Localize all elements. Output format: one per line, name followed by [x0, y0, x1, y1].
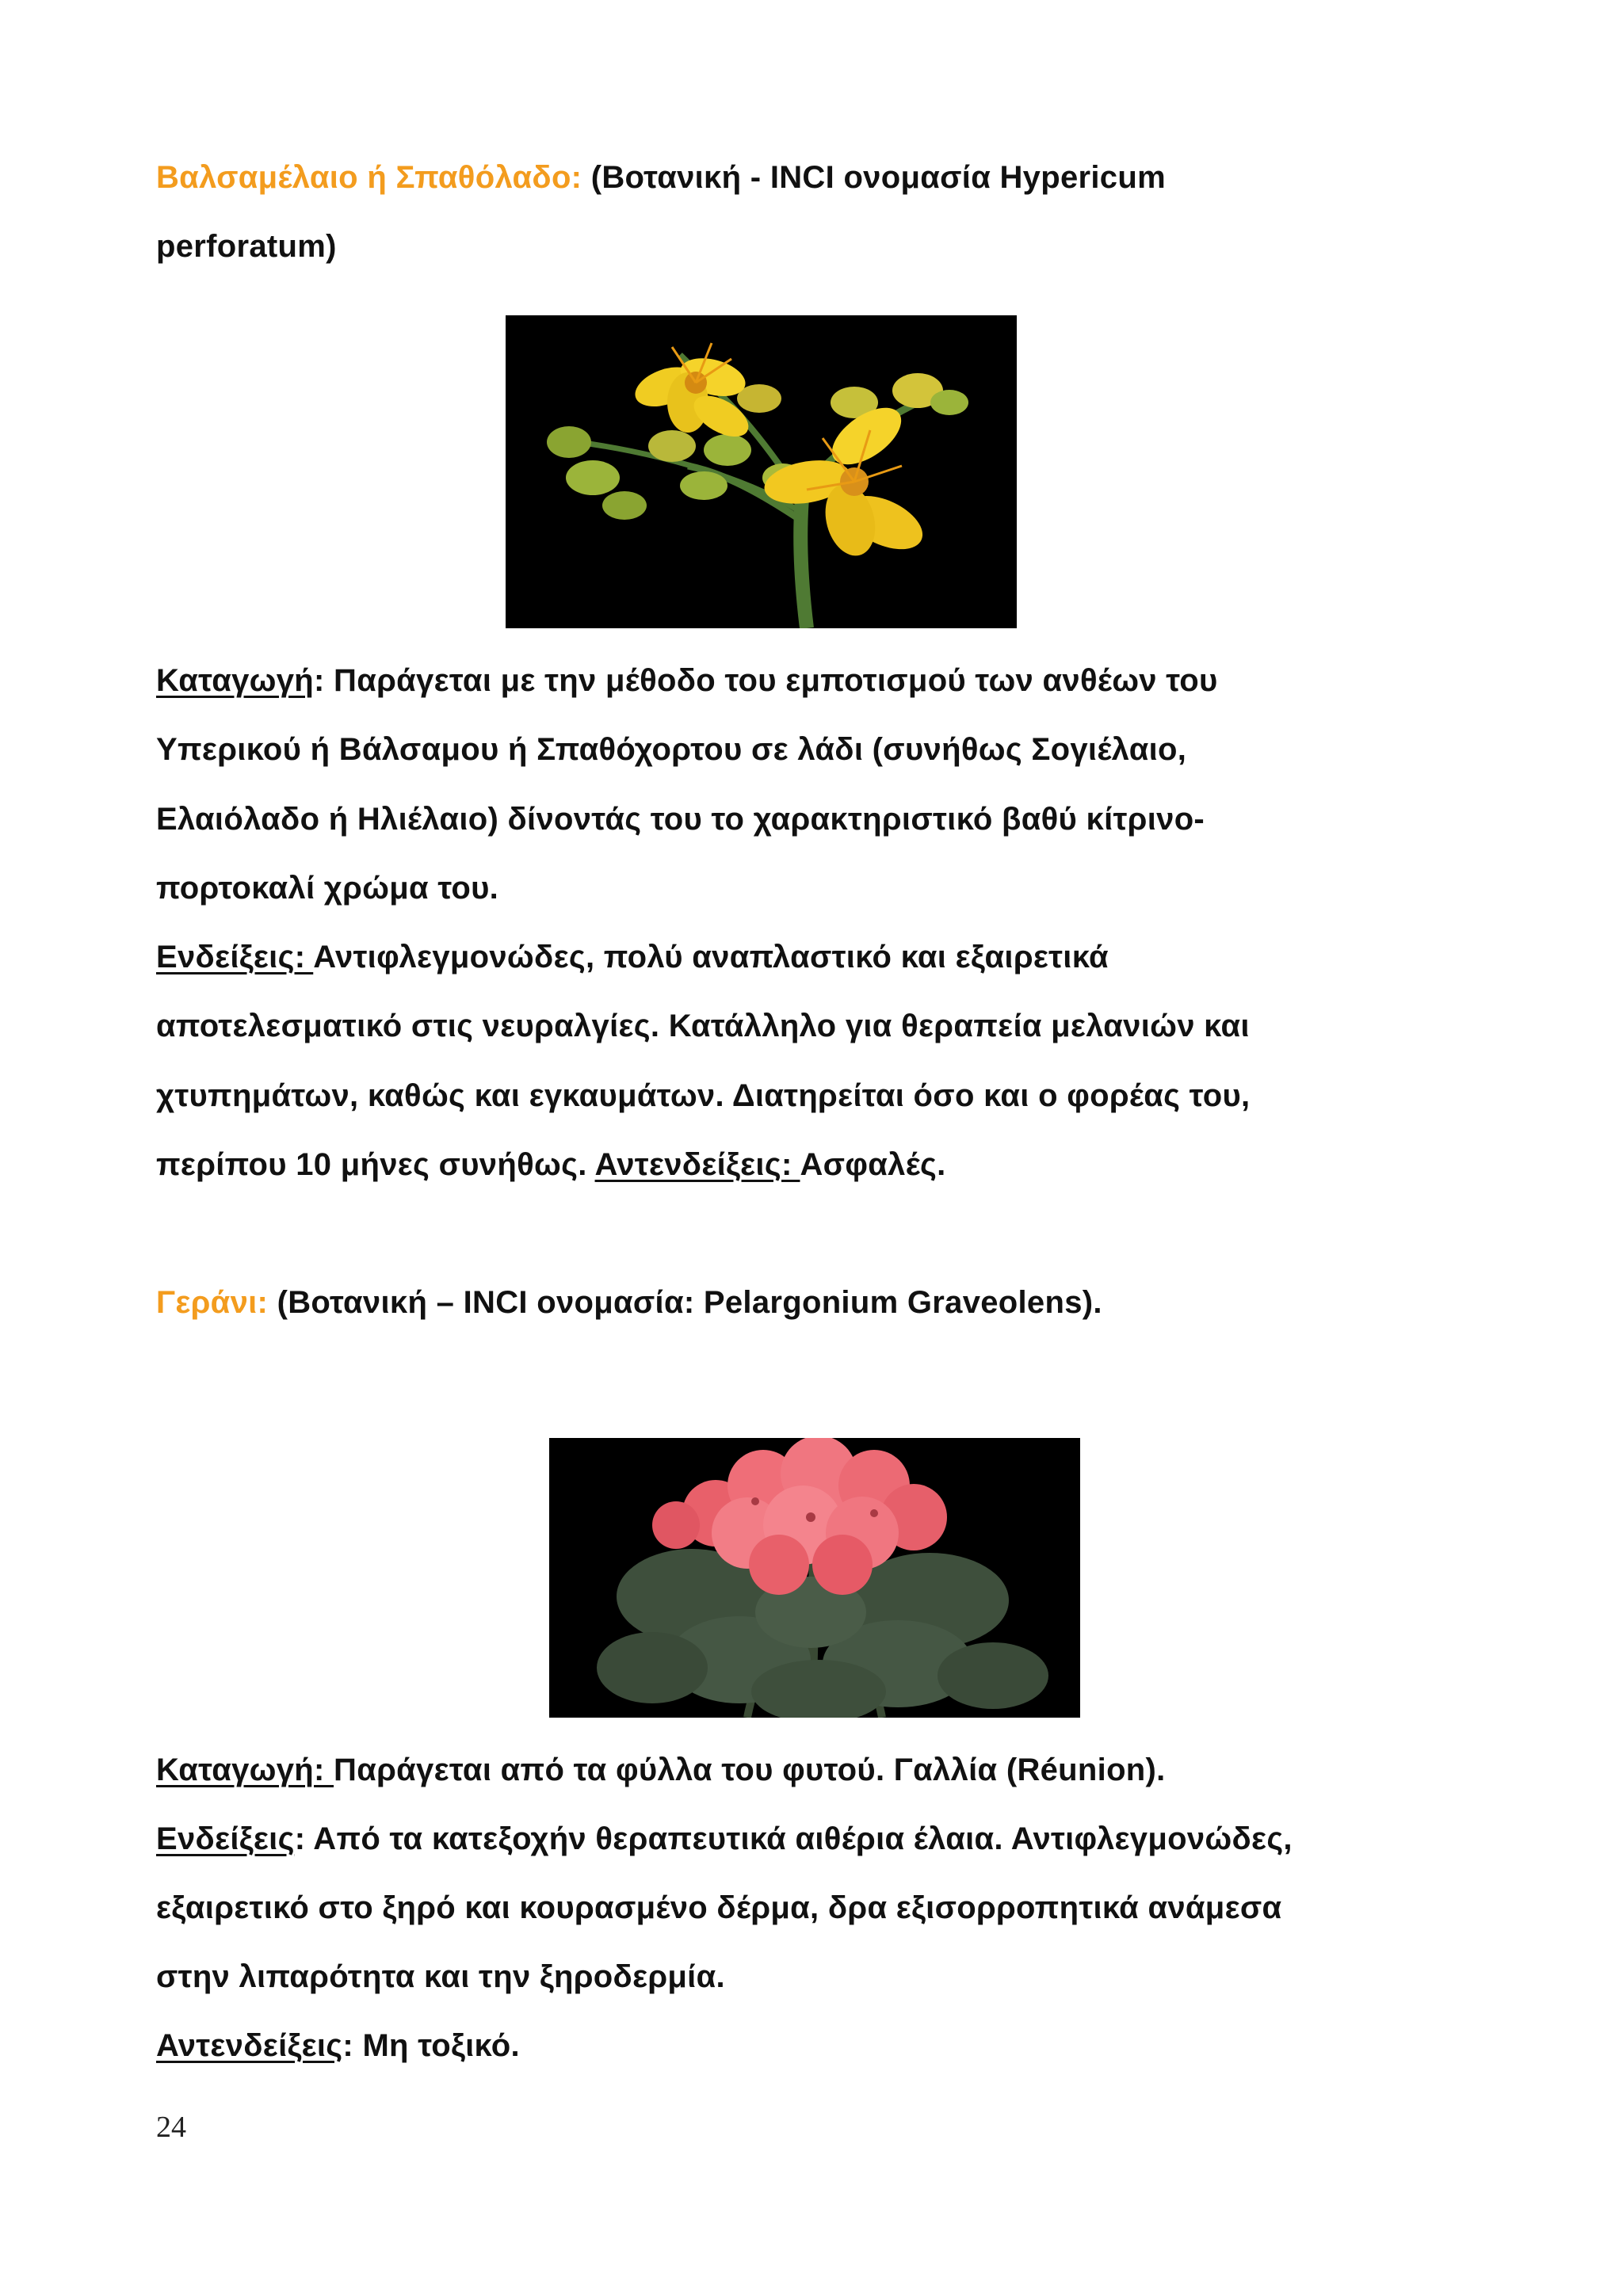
section1-botanical-name: (Βοτανική - INCI ονομασία Hypericum	[582, 160, 1166, 195]
section1-indications-line1	[156, 938, 1109, 976]
section2-indications-text-2: εξαιρετικό στο ξηρό και κουρασμένο δέρμα, δρα εξισορροπητικά ανάμεσα	[156, 1890, 1282, 1925]
section2-origin-label: Καταγωγή:	[156, 1753, 334, 1787]
hypericum-flower-photo	[506, 315, 1017, 628]
section2-botanical-name: (Βοτανική – INCI ονομασία: Pelargonium Graveolens).	[268, 1285, 1102, 1320]
section1-origin-line2	[156, 730, 1186, 769]
section1-indications-line2	[156, 1007, 1250, 1045]
section1-indications-line3	[156, 1077, 1250, 1115]
section2-origin-line	[156, 1751, 1166, 1789]
section2-indications-label: Ενδείξεις	[156, 1821, 295, 1856]
section1-indications-text-4: περίπου 10 μήνες συνήθως.	[156, 1147, 595, 1182]
page-number: 24	[156, 2111, 186, 2144]
geranium-flower-photo	[549, 1438, 1080, 1718]
section2-indications-text: : Από τα κατεξοχήν θεραπευτικά αιθέρια έλαια. Αντιφλεγμονώδες,	[294, 1821, 1293, 1856]
section1-origin-text-3: Ελαιόλαδο ή Ηλιέλαιο) δίνοντάς του το χαρακτηριστικό βαθύ κίτρινο-	[156, 802, 1205, 837]
section2-indications-text-3: στην λιπαρότητα και την ξηροδερμία.	[156, 1959, 725, 1994]
section1-origin-text: : Παράγεται με την μέθοδο του εμποτισμού των ανθέων του	[314, 663, 1218, 698]
section1-indications-label: Ενδείξεις:	[156, 940, 314, 974]
section1-indications-text-3: χτυπημάτων, καθώς και εγκαυμάτων. Διατηρείται όσο και ο φορέας του,	[156, 1078, 1251, 1113]
section1-botanical-line2	[156, 227, 337, 265]
section1-origin-text-2: Υπερικού ή Βάλσαμου ή Σπαθόχορτου σε λάδι (συνήθως Σογιέλαιο,	[156, 732, 1187, 767]
section2-indications-line3	[156, 1958, 725, 1996]
section2-origin-text: Παράγεται από τα φύλλα του φυτού. Γαλλία (Réunion).	[334, 1753, 1166, 1787]
section2-contra-line	[156, 2027, 520, 2065]
section2-indications-line2	[156, 1889, 1281, 1927]
section1-contra-label: Αντενδείξεις:	[594, 1147, 800, 1182]
section1-heading: Βαλσαμέλαιο ή Σπαθόλαδο:	[156, 160, 582, 195]
section2-contra-text: : Μη τοξικό.	[342, 2028, 520, 2063]
section1-origin-label: Καταγωγή	[156, 663, 315, 698]
section1-indications-text: Αντιφλεγμονώδες, πολύ αναπλαστικό και εξαιρετικά	[313, 940, 1109, 974]
section2-title-line	[156, 1283, 1102, 1322]
section1-title-line	[156, 158, 1166, 196]
section1-indications-line4	[156, 1146, 946, 1184]
section2-indications-line1	[156, 1820, 1293, 1858]
section1-origin-line1	[156, 662, 1218, 700]
section1-origin-line4	[156, 869, 498, 907]
section1-botanical-continued: perforatum)	[156, 229, 337, 264]
section2-contra-label: Αντενδείξεις	[156, 2028, 343, 2063]
section1-indications-text-2: αποτελεσματικό στις νευραλγίες. Κατάλληλο για θεραπεία μελανιών και	[156, 1009, 1250, 1043]
section1-origin-text-4: πορτοκαλί χρώμα του.	[156, 871, 499, 906]
section1-origin-line3	[156, 800, 1205, 838]
section2-heading: Γεράνι:	[156, 1285, 269, 1320]
section1-contra-text: Ασφαλές.	[800, 1147, 946, 1182]
